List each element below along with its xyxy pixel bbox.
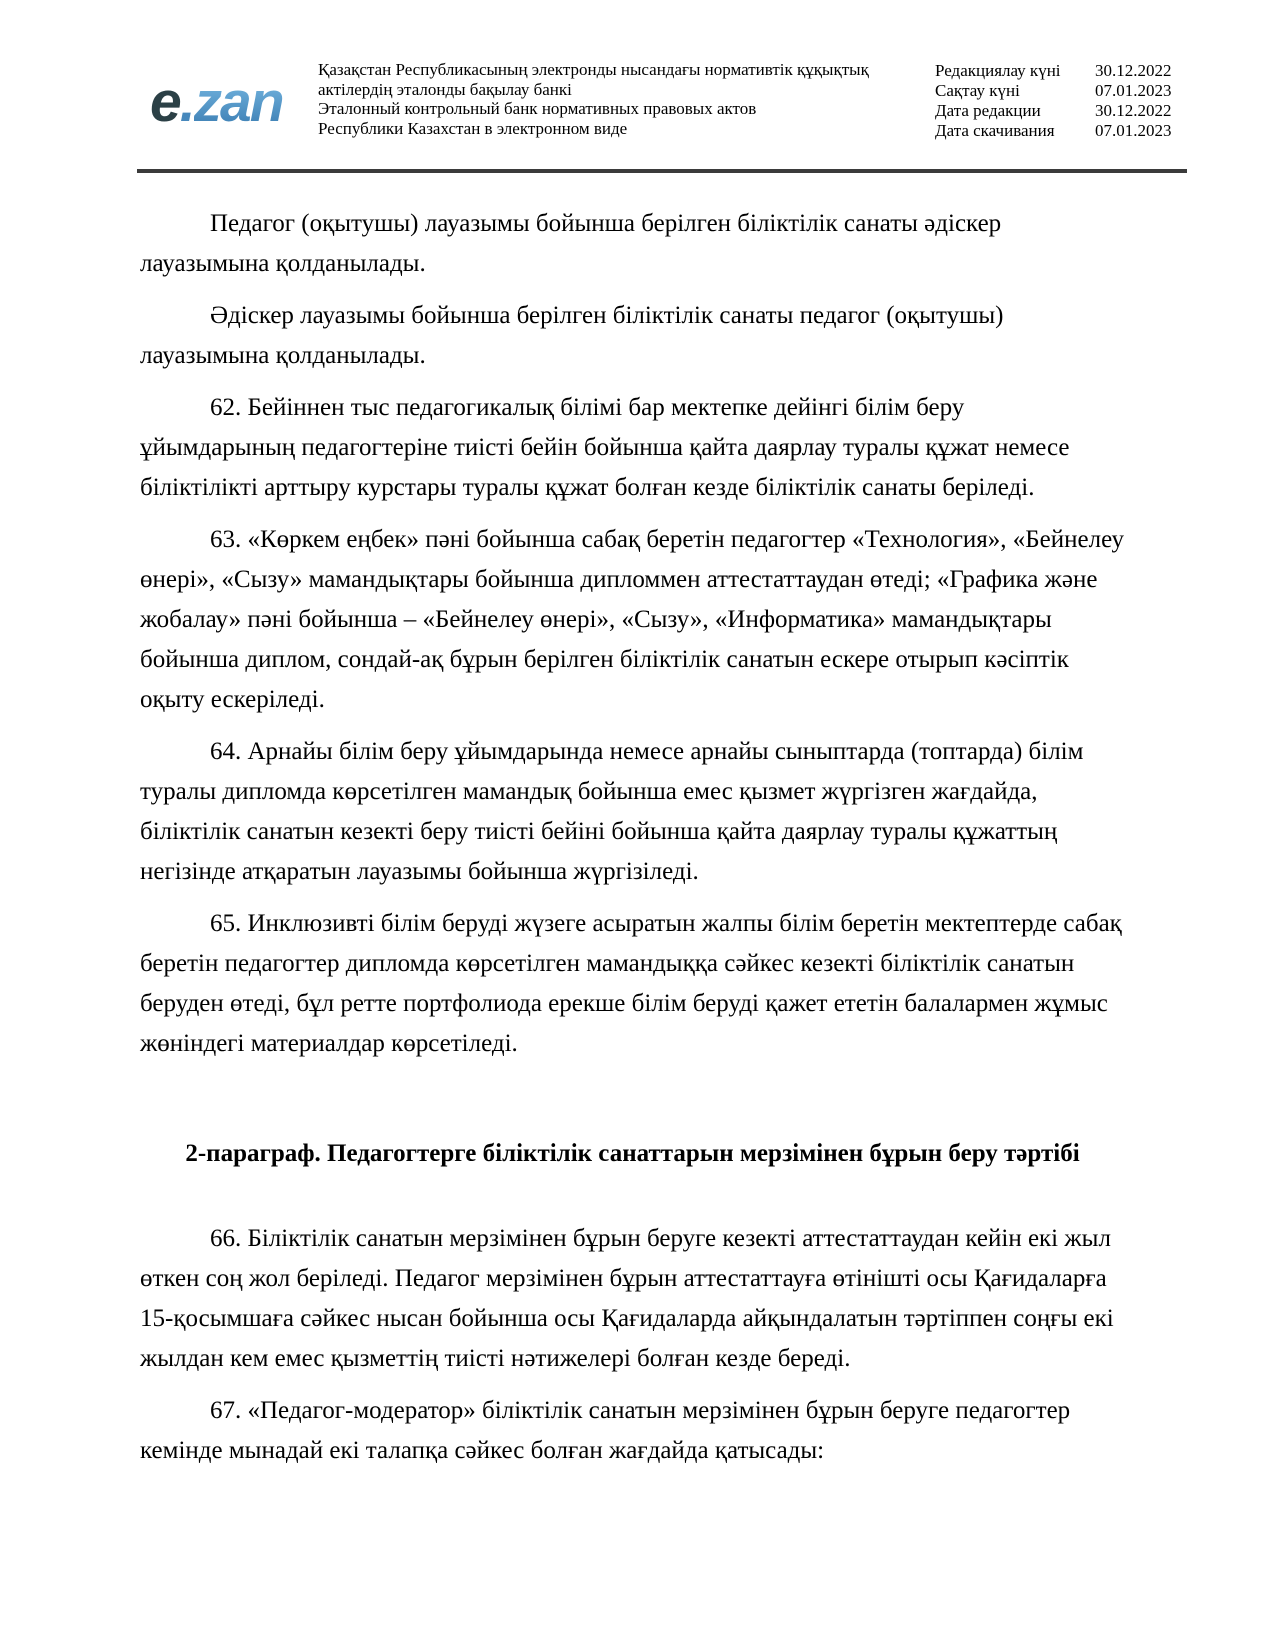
header-divider	[137, 169, 1187, 173]
bank-description-line-kk-2: актілердің эталонды бақылау банкі	[318, 79, 572, 99]
paragraph-65: 65. Инклюзивті білім беруді жүзеге асыратын жалпы білім беретін мектептерде сабақ беретін педагогтер дипломда көрсетілген мамандыққа сәйкес кезекті біліктілік санатын беруден өтеді, бұл ретте портфолиода ерекше білім беруді қажет ететін балалармен жұмыс жөніндегі материалдар көрсетіледі.	[140, 910, 1122, 1057]
paragraph-66: 66. Біліктілік санатын мерзімінен бұрын беруге кезекті аттестаттаудан кейін екі жыл өткен соң жол беріледі. Педагог мерзімінен бұрын аттестаттауға өтінішті осы Қағидаларға 15-қосымшаға сәйкес нысан бойынша осы Қағидаларда айқындалатын тәртіппен соңғы екі жылдан кем емес қызметтің тиісті нәтижелері болған кезде береді.	[140, 1225, 1114, 1372]
ezan-logo	[150, 70, 283, 134]
date-value: 07.01.2023	[1095, 81, 1172, 100]
bank-description-line-ru-2: Республики Казахстан в электронном виде	[318, 118, 628, 138]
section-heading-paragraph-2: 2-параграф. Педагогтерге біліктілік санаттарын мерзімінен бұрын беру тәртібі	[185, 1140, 1080, 1167]
date-label: Сақтау күні	[935, 81, 1020, 100]
paragraph-63: 63. «Көркем еңбек» пәні бойынша сабақ беретін педагогтер «Технология», «Бейнелеу өнері», «Сызу» мамандықтары бойынша дипломмен аттестаттаудан өтеді; «Графика және жобалау» пәні бойынша – «Бейнелеу өнері», «Сызу», «Информатика» мамандықтары бойынша диплом, сондай-ақ бұрын берілген біліктілік санатын ескере отырып кәсіптік оқыту ескеріледі.	[140, 526, 1125, 713]
date-row-save-date-kk	[935, 81, 1172, 101]
date-value: 30.12.2022	[1095, 61, 1172, 80]
paragraph-adisker: Әдіскер лауазымы бойынша берілген біліктілік санаты педагог (оқытушы) лауазымына қолданылады.	[140, 302, 1004, 369]
date-row-download-date-ru	[935, 121, 1172, 141]
bank-description	[318, 60, 898, 138]
date-label: Редакциялау күні	[935, 61, 1061, 80]
dates-block	[935, 61, 1172, 141]
logo-dot: .	[179, 70, 194, 134]
logo-text-zan: zan	[193, 70, 283, 134]
date-row-edit-date-kk	[935, 61, 1172, 81]
paragraph-62: 62. Бейіннен тыс педагогикалық білімі бар мектепке дейінгі білім беру ұйымдарының педагогтеріне тиісті бейін бойынша қайта даярлау туралы құжат немесе біліктілікті арттыру курстары туралы құжат болған кезде біліктілік санаты беріледі.	[140, 394, 1070, 501]
bank-description-line-kk-1: Қазақстан Республикасының электронды нысандағы нормативтік құқықтық	[318, 60, 869, 79]
document-body	[140, 204, 1125, 1483]
bank-description-line-ru-1: Эталонный контрольный банк нормативных правовых актов	[318, 99, 757, 118]
date-label: Дата скачивания	[935, 121, 1055, 140]
paragraph-64: 64. Арнайы білім беру ұйымдарында немесе арнайы сыныптарда (топтарда) білім туралы дипломда көрсетілген мамандық бойынша емес қызмет жүргізген жағдайда, біліктілік санатын кезекті беру тиісті бейіні бойынша қайта даярлау туралы құжаттың негізінде атқаратын лауазымы бойынша жүргізіледі.	[140, 738, 1084, 885]
date-value: 30.12.2022	[1095, 101, 1172, 120]
date-label: Дата редакции	[935, 101, 1041, 120]
paragraph-67: 67. «Педагог-модератор» біліктілік санатын мерзімінен бұрын беруге педагогтер кемінде мынадай екі талапқа сәйкес болған жағдайда қатысады:	[140, 1397, 1071, 1464]
paragraph-pedagog-okytushy: Педагог (оқытушы) лауазымы бойынша берілген біліктілік санаты әдіскер лауазымына қолданылады.	[140, 210, 1002, 277]
date-row-edit-date-ru	[935, 101, 1172, 121]
date-value: 07.01.2023	[1095, 121, 1172, 140]
logo-text-e: e	[150, 70, 180, 134]
